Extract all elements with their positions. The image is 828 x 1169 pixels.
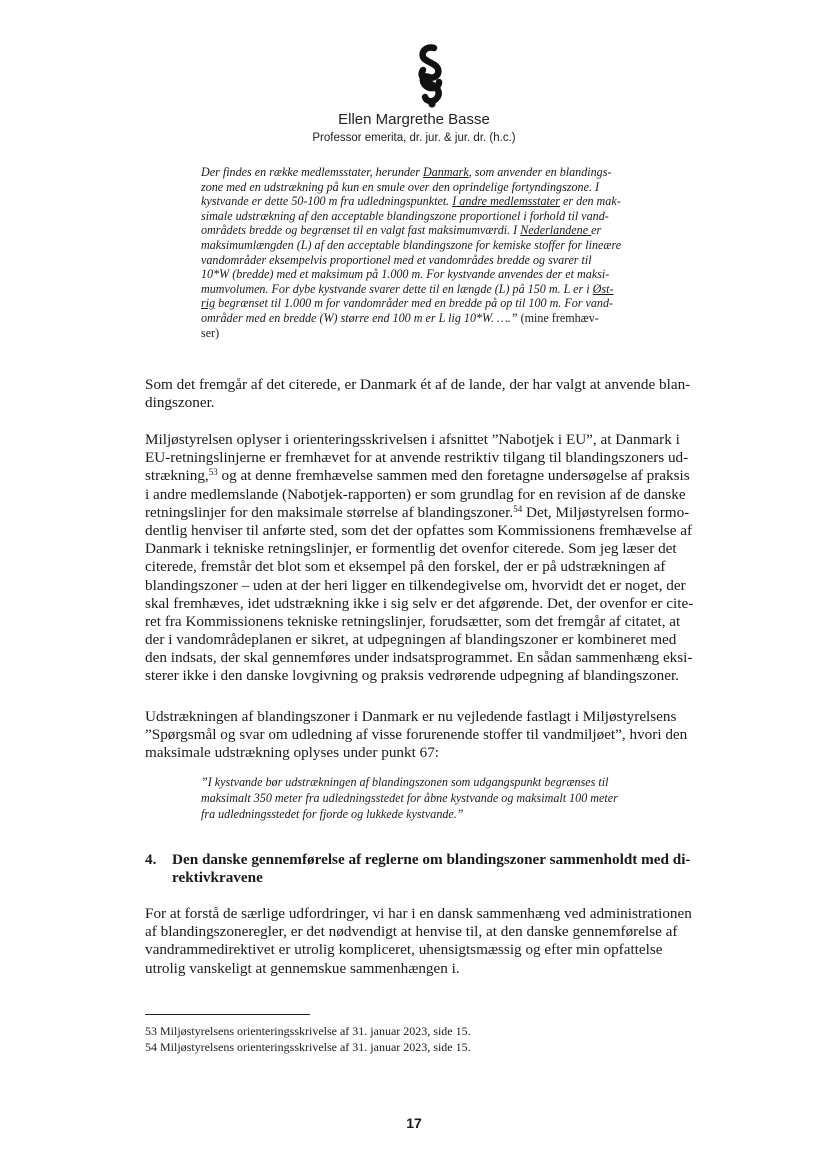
paragraph-line: af blandingszoneregler, er det nødvendigt at henvise til, at den danske gennemførelse af	[145, 923, 678, 941]
block-quote-miljostyrelsen	[201, 774, 681, 822]
block-quote-eu-guidance	[201, 165, 681, 340]
paragraph-line: sterer ikke i den danske lovgivning og praksis vedrørende udpegning af blandingszoner.	[145, 667, 679, 685]
quote-line: rig begrænset til 1.000 m for vandområder med en bredde på op til 100 m. For vand-	[201, 296, 614, 311]
quote-line: maksimumlængden (L) af den acceptable blandingszone for kemiske stoffer for lineære	[201, 237, 622, 252]
underlined-term-danmark: Danmark	[423, 165, 469, 179]
quote-line: kystvande er dette 50-100 m fra udledningspunktet. I andre medlemsstater er den mak-	[201, 194, 621, 209]
paragraph-line: dingszoner.	[145, 394, 215, 412]
paragraph-line: maksimale udstrækning oplyses under punkt 67:	[145, 744, 440, 762]
footnote-53: 53 Miljøstyrelsens orienteringsskrivelse af 31. januar 2023, side 15.	[145, 1024, 471, 1038]
paragraph-line: ”Spørgsmål og svar om udledning af visse forurenende stoffer til vandmiljøet”, hvori den	[145, 726, 688, 744]
underlined-term-andre-medlemsstater: I andre medlemsstater	[452, 194, 560, 209]
paragraph-line: Danmark i tekniske retningslinjer, er formentlig det ovenfor citerede. Som jeg læser det	[145, 540, 677, 558]
paragraph-line: retningslinjer for den maksimale størrelse af blandingszoner.$^{54}$ Det, Miljøstyrelsen formo-	[145, 503, 690, 521]
paragraph-1	[145, 376, 720, 412]
quote-line: vandområder eksempelvis proportionel med et vandområdes bredde og svarer til	[201, 252, 592, 267]
quote-line: fra udledningsstedet for fjorde og lukkede kystvande.”	[201, 807, 464, 821]
underlined-term-nederlandene: Nederlandene	[520, 223, 592, 238]
footnote-54: 54 Miljøstyrelsens orienteringsskrivelse af 31. januar 2023, side 15.	[145, 1040, 471, 1054]
author-title: Professor emerita, dr. jur. & jur. dr. (h.c.)	[312, 132, 516, 144]
paragraph-4	[145, 905, 720, 978]
paragraph-line: der i vandområdeplanen er sikret, at udpegningen af blandingszoner er kombineret med	[145, 631, 677, 649]
paragraph-line: blandingszoner – uden at der heri ligger en tilkendegivelse om, hvorvidt det er noget, der	[145, 576, 686, 594]
page-number: 17	[406, 1115, 422, 1131]
underlined-term-ostrig: Øst-	[592, 281, 614, 296]
footnote-ref-53[interactable]: 53	[208, 467, 218, 478]
author-name: Ellen Margrethe Basse	[338, 111, 490, 128]
footnote-divider	[145, 1014, 310, 1015]
paragraph-line: ret fra Kommissionens tekniske retningslinjer, forudsætter, som det fremgår af citatet, at	[145, 612, 681, 630]
paragraph-2	[145, 431, 720, 686]
paragraph-3	[145, 708, 720, 763]
quote-line: ser)	[201, 325, 220, 340]
section-heading	[145, 851, 720, 887]
heading-line: rektivkravene	[172, 869, 263, 887]
paragraph-line: For at forstå de særlige udfordringer, vi har i en dansk sammenhæng ved administrationen	[145, 905, 692, 922]
quote-line: zone med en udstrækning på kun en smule over den oprindelige fortyndingszone. I	[201, 179, 600, 194]
quote-line: mumvolumen. For dybe kystvande svarer dette til en længde (L) på 150 m. L er i Øst-	[201, 281, 614, 296]
quote-line: maksimalt 350 meter fra udledningsstedet for åbne kystvande og maksimalt 100 meter	[201, 791, 618, 805]
quote-line: ”I kystvande bør udstrækningen af blandingszonen som udgangspunkt begrænses til	[201, 775, 609, 789]
paragraph-line: EU-retningslinjerne er fremhævet for at anvende restriktiv tilgang til blandingszoners ud-	[145, 449, 689, 467]
author-note: (mine fremhæv-	[517, 310, 599, 325]
underlined-term-ostrig-cont: rig	[201, 296, 216, 311]
paragraph-line: Som det fremgår af det citerede, er Danmark ét af de lande, der har valgt at anvende blan-	[145, 376, 691, 393]
heading-line: Den danske gennemførelse af reglerne om blandingszoner sammenholdt med di-	[172, 851, 691, 868]
paragraph-line: Miljøstyrelsen oplyser i orienteringsskrivelsen i afsnittet ”Nabotjek i EU”, at Danmark i	[145, 431, 680, 448]
section-number: 4.	[145, 851, 157, 868]
paragraph-line: Udstrækningen af blandingszoner i Danmark er nu vejledende fastlagt i Miljøstyrelsens	[145, 708, 677, 725]
quote-line: områdets bredde og begrænset til en valgt fast maksimumværdi. I Nederlandene er	[201, 223, 602, 238]
footnotes	[145, 1023, 471, 1055]
section-sign-logo-icon	[408, 44, 456, 110]
quote-line: Der findes en række medlemsstater, herunder Danmark, som anvender en blandings-	[201, 165, 612, 179]
paragraph-line: dentlig henviser til anførte sted, som det der opfattes som Kommissionens fremhævelse af	[145, 521, 693, 539]
quote-line: områder med en bredde (W) større end 100 m er L lig 10*W. ….” (mine fremhæv-	[201, 310, 599, 325]
paragraph-line: i andre medlemslande (Nabotjek-rapporten) er som grundlag for en revision af de danske	[145, 485, 686, 503]
paragraph-line: citerede, fremstår det blot som et eksempel på den forskel, der er på udstrækningen af	[145, 558, 666, 576]
paragraph-line: den indsats, der skal gennemføres under indsatsprogrammet. En sådan sammenhæng eksi-	[145, 649, 693, 667]
paragraph-line: strækning,$^{53}$ og at denne fremhævelse sammen med den foretagne undersøgelse af praksis	[145, 467, 690, 485]
quote-line: simale udstrækning af den acceptable blandingszone proportionel i forhold til vand-	[201, 208, 609, 223]
paragraph-line: utrolig vanskeligt at gennemskue sammenhængen i.	[145, 959, 460, 977]
quote-line: 10*W (bredde) med et maksimum på 1.000 m. For kystvande anvendes der et maksi-	[201, 267, 610, 282]
paragraph-line: skal fremhæves, idet udstrækning ikke i sig selv er det afgørende. Det, der ovenfor er cite-	[145, 594, 694, 612]
footnote-ref-54[interactable]: 54	[513, 503, 523, 514]
paragraph-line: vandrammedirektivet er utrolig kompliceret, uhensigtsmæssig og efter min opfattelse	[145, 941, 663, 959]
